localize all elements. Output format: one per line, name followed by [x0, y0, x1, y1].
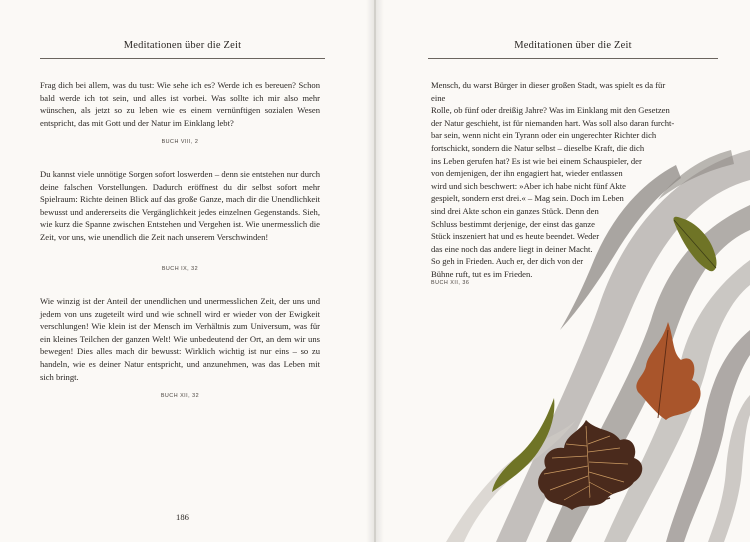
passage-line: Schluss bestimmt derjenige, der einst das ganze — [431, 218, 595, 229]
reference-1: BUCH VIII, 2 — [161, 139, 199, 145]
running-head-left: Meditationen über die Zeit — [123, 40, 242, 51]
reference-3: BUCH XII, 32 — [160, 393, 200, 399]
header-rule-right — [428, 58, 718, 59]
passage-line: Bühne ruft, tut es im Frieden. — [431, 268, 533, 279]
passage-line: Stück inszeniert hat und es heute beendet. Weder — [431, 231, 600, 242]
reference-right: BUCH XII, 36 — [431, 280, 470, 286]
running-head-right: Meditationen über die Zeit — [514, 40, 632, 51]
passage-line: bar sein, wenn nicht ein Tyrann oder ein ungerechter Richter dich — [431, 130, 657, 141]
passage-line: Mensch, du warst Bürger in dieser großen Stadt, was spielt es da für eine — [431, 80, 666, 103]
passage-line: ins Leben gerufen hat? Es ist wie bei einem Schauspieler, der — [431, 155, 642, 166]
passage-line: sind drei Akte schon ein ganzes Stück. Denn den — [431, 205, 599, 216]
passage-line: fortschickt, sondern die Natur selbst – dieselbe Kraft, die dich — [431, 142, 645, 153]
passage-line: das eine noch das andere liegt in deiner Macht. — [431, 243, 593, 254]
passage-line: So geh in Frieden. Auch er, der dich von der — [431, 256, 584, 267]
passage-2: Du kannst viele unnötige Sorgen sofort loswerden – denn sie entstehen nur durch deine falschen Vorstellungen. Dadurch eröffnest du dir selbst sofort mehr Spielraum: Richte deinen Blick auf das große Ganze, mach dir die Unendlichkeit bewusst und andererseits die Vergänglichkeit jedes einzelnen Gegenstands. Sieh, wie kurz die Spanne zwischen Entstehen und Vergehen ist. Wie unermesslich die Zeit, vor uns, wie unendlich die Zeit nach unserem Verschwinden! — [40, 169, 320, 242]
passage-right — [431, 79, 681, 281]
passage-line: wird und sich beschwert: »Aber ich habe nicht fünf Akte — [431, 180, 626, 191]
page-number: 186 — [176, 512, 189, 522]
passage-line: von demjenigen, der ihn engagiert hat, wieder entlassen — [431, 168, 623, 179]
passage-line: gespielt, sondern erst drei.« – Mag sein. Doch im Leben — [431, 193, 624, 204]
passage-line: Rolle, ob fünf oder dreißig Jahre? Was im Einklang mit den Gesetzen — [431, 105, 670, 116]
reference-2: BUCH IX, 32 — [161, 266, 199, 272]
right-page — [376, 0, 750, 542]
left-page — [0, 0, 374, 542]
passage-3: Wie winzig ist der Anteil der unendlichen und unermesslichen Zeit, der uns und jedem von uns zugeteilt wird und wie schnell wird er wieder von der Ewigkeit verschlungen! Wie klein ist der Mensch im Verhältnis zum Universum, was für ein kleines Teilchen der ganzen Welt! Wie unbedeutend der Ort, an dem wir uns bewegen! Dies alles mach dir bewusst: Wirklich wichtig ist nur eins – so zu handeln, wie es deiner Natur entspricht, und anzunehmen, was das Leben mit sich bringt. — [40, 296, 320, 382]
header-rule-left — [40, 58, 325, 59]
passage-1: Frag dich bei allem, was du tust: Wie sehe ich es? Werde ich es bereuen? Schon bald werde ich tot sein, und alles ist vorbei. Was sollte ich mir also mehr wünschen, als jetzt so zu leben wie es einem vernünftigen sozialen Wesen entspricht, das mit Gott und der Natur im Einklang lebt? — [40, 80, 320, 128]
passage-line: der Natur geschieht, ist für niemanden hart. Was soll also daran furcht- — [431, 117, 675, 128]
